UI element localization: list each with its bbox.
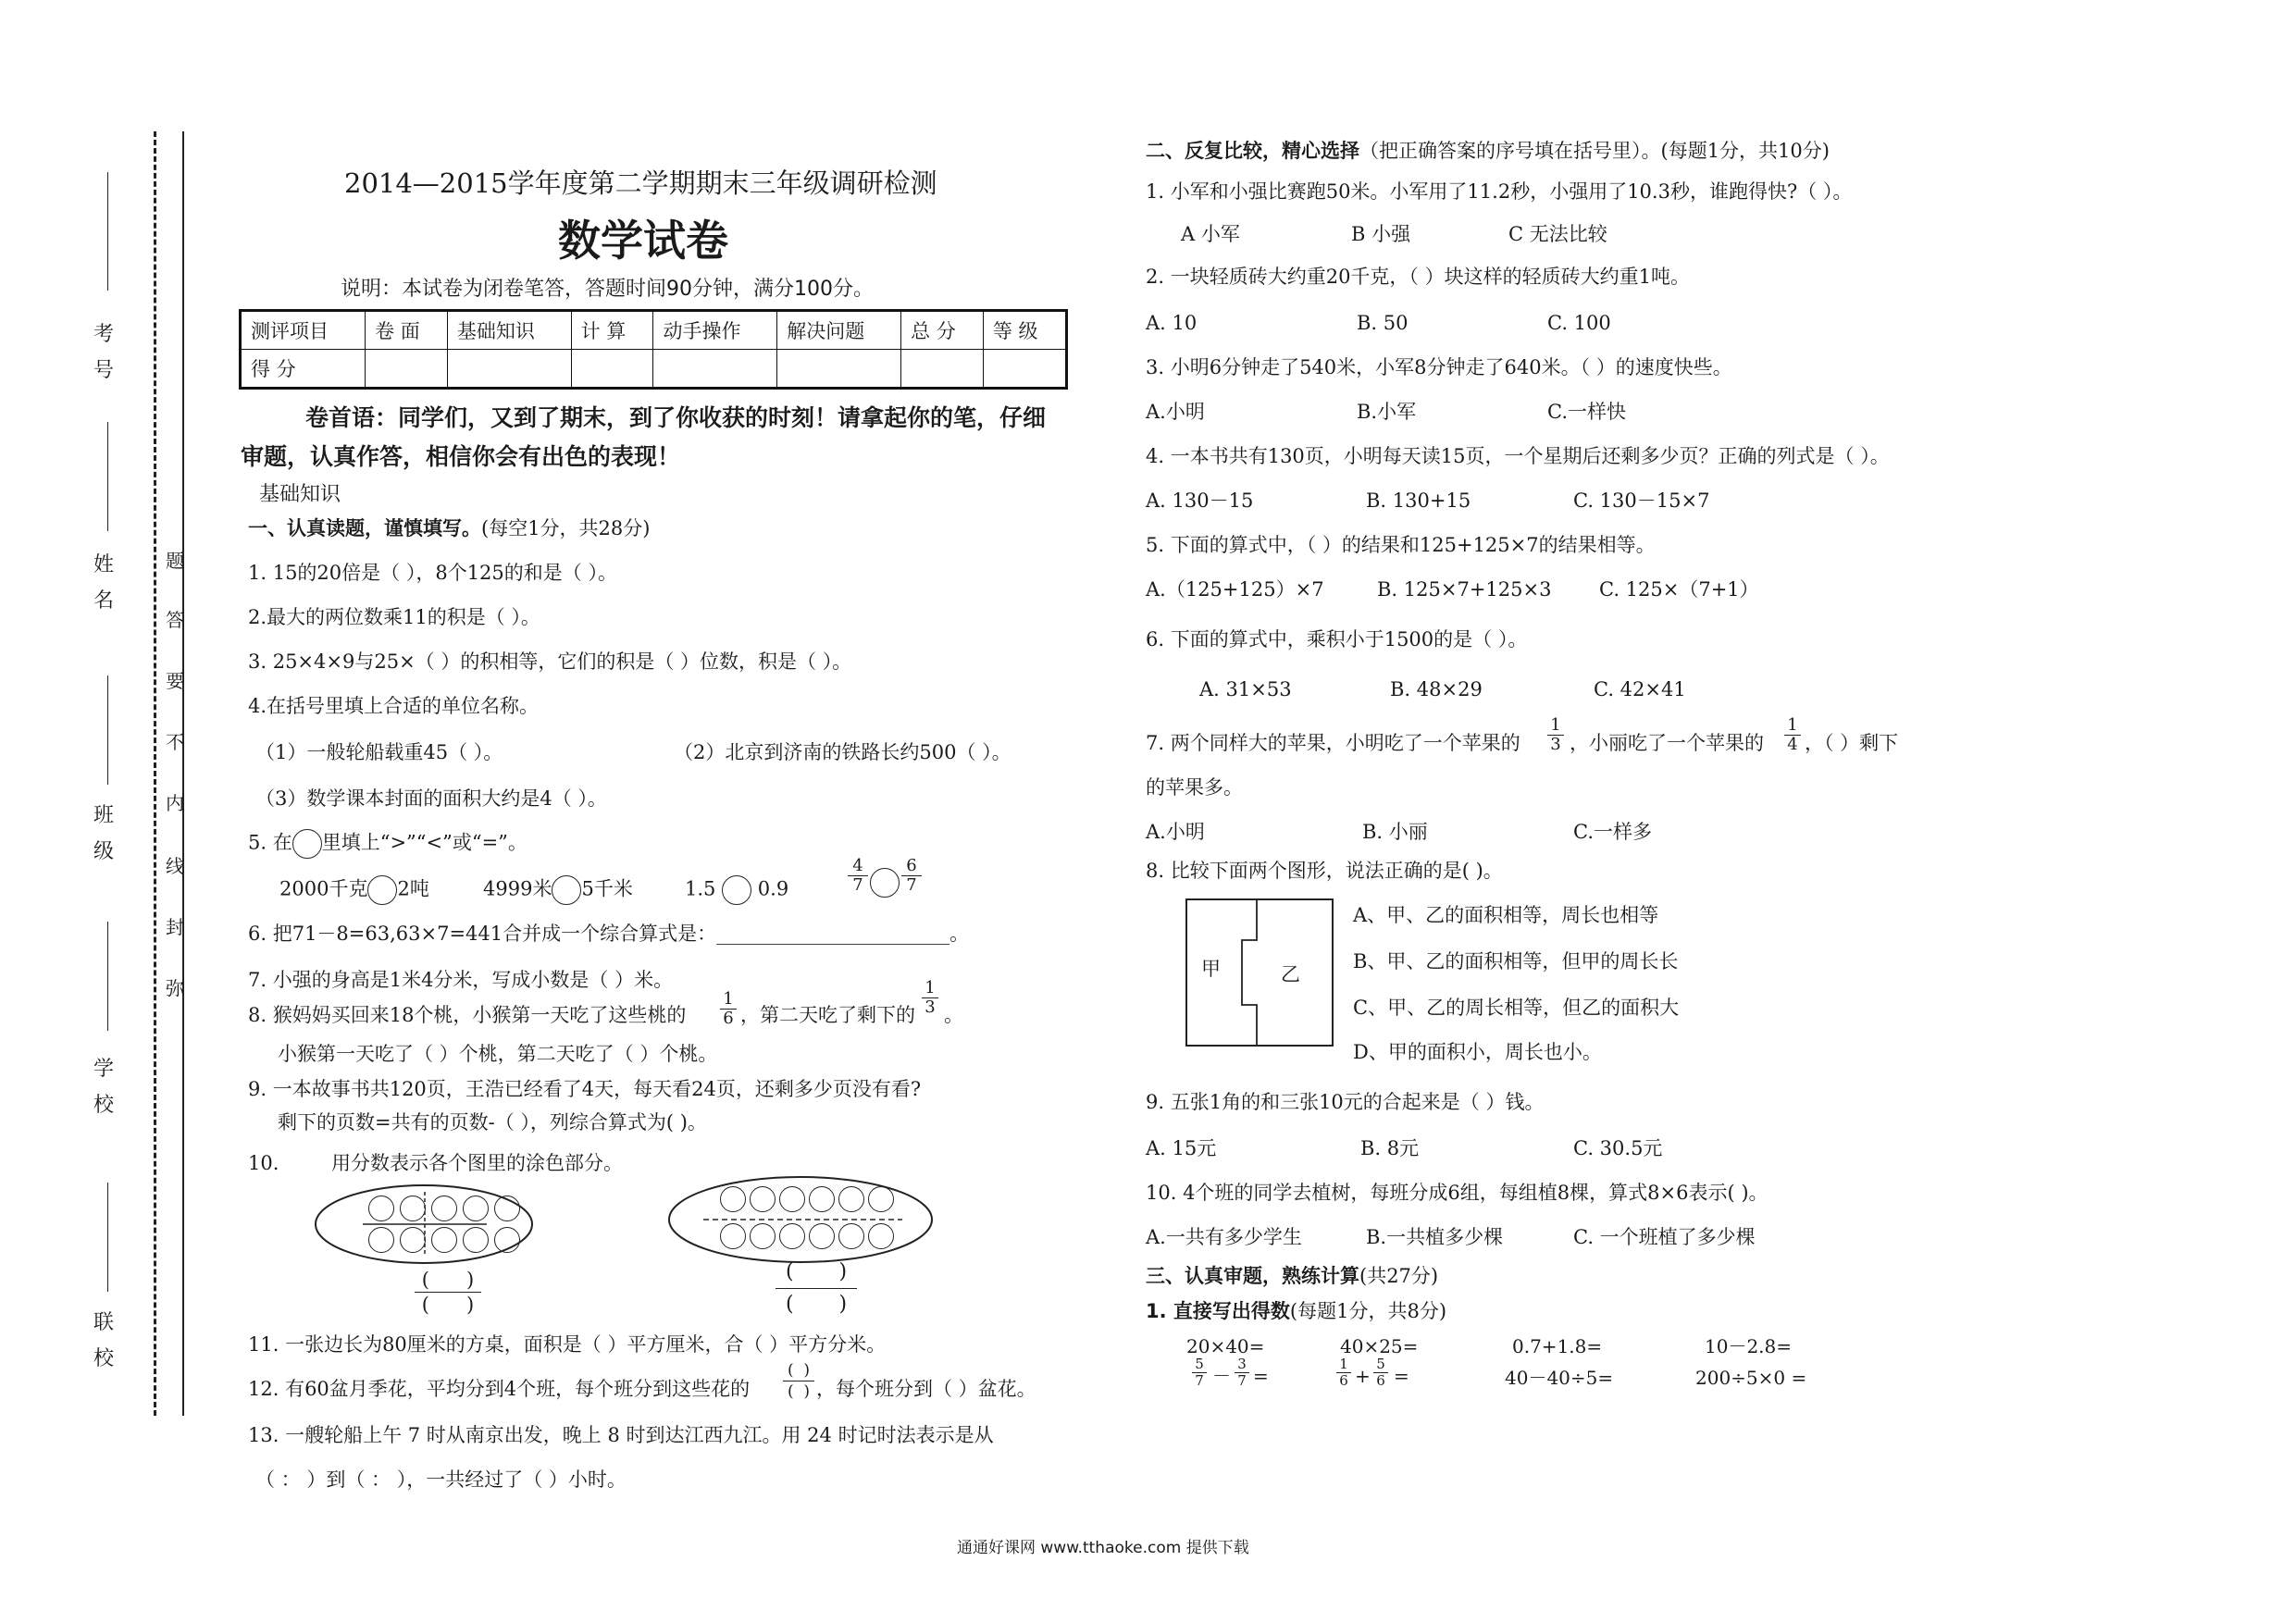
option-b[interactable]: B. 8元	[1360, 1137, 1420, 1159]
circle-blank-icon	[292, 829, 322, 859]
score-cell[interactable]	[777, 350, 901, 389]
option-a[interactable]: A.小明	[1146, 401, 1205, 423]
seal-char: 要	[166, 670, 184, 692]
option-a[interactable]: A. 15元	[1146, 1137, 1217, 1159]
question-1: 1. 15的20倍是（ ），8个125的和是（ ）。	[248, 562, 617, 584]
question-12-part-a: 12. 有60盆月季花，平均分到4个班，每个班分到这些花的	[248, 1378, 751, 1400]
option-c[interactable]: C.一样快	[1547, 401, 1626, 423]
compare-item-3	[685, 875, 788, 905]
question-4-part-1: （1）一般轮船载重45（ ）。	[255, 741, 503, 763]
question-10: 用分数表示各个图里的涂色部分。	[331, 1152, 623, 1174]
circle-icon	[809, 1186, 835, 1212]
mc-question-9: 9. 五张1角的和三张10元的合起来是（ ）钱。	[1146, 1091, 1545, 1113]
calc-item: 40－40÷5=	[1505, 1367, 1614, 1389]
score-cell[interactable]	[983, 350, 1066, 389]
option-b[interactable]: B. 48×29	[1390, 678, 1483, 700]
mc-question-7-part-c: ，（ ）剩下	[1805, 732, 1899, 754]
question-8-part-c: 。	[944, 1004, 963, 1026]
section-2-note: （把正确答案的序号填在括号里）。(每题1分，共10分)	[1359, 140, 1830, 162]
score-cell[interactable]	[901, 350, 984, 389]
fraction	[1336, 1357, 1351, 1389]
option-b[interactable]: B. 小丽	[1362, 821, 1428, 843]
fraction-denominator: 6	[1373, 1372, 1388, 1389]
class-line	[107, 675, 108, 785]
fraction-numerator: 5	[1376, 1356, 1385, 1372]
circle-icon	[809, 1223, 835, 1249]
circle-icon	[463, 1227, 489, 1253]
score-table	[239, 309, 1068, 390]
name-line	[107, 422, 108, 531]
seal-char: 弥	[166, 977, 184, 999]
fraction-denominator: 7	[1192, 1372, 1207, 1389]
score-cell[interactable]	[571, 350, 653, 389]
score-cell[interactable]	[653, 350, 777, 389]
mc-question-6: 6. 下面的算式中，乘积小于1500的是（ ）。	[1146, 628, 1528, 650]
table-cell: 计 算	[571, 311, 653, 350]
mc-question-5: 5. 下面的算式中，（ ）的结果和125+125×7的结果相等。	[1146, 534, 1656, 556]
section-1-title: 一、认真读题，谨慎填写。	[248, 517, 481, 539]
compare-left: 1.5	[685, 877, 716, 900]
mc-question-1: 1. 小军和小强比赛跑50米。小军用了11.2秒，小强用了10.3秒，谁跑得快?（ ）。	[1146, 180, 1853, 203]
shape-label-jia: 甲	[1201, 958, 1221, 980]
subsection-1-note: (每题1分，共8分)	[1289, 1300, 1447, 1322]
fraction	[1547, 716, 1564, 754]
mc-question-4: 4. 一本书共有130页，小明每天读15页，一个星期后还剩多少页？正确的列式是（ ）。	[1146, 445, 1890, 467]
option-a[interactable]: A 小军	[1181, 223, 1240, 245]
circle-icon	[368, 1227, 394, 1253]
calc-item: 20×40=	[1186, 1335, 1265, 1357]
seal-char: 线	[166, 855, 184, 877]
name-label: 姓 名	[93, 553, 114, 613]
option-b[interactable]: B 小强	[1351, 223, 1411, 245]
compare-right: 2吨	[397, 877, 429, 900]
option-b[interactable]: B. 50	[1357, 312, 1409, 334]
section-1-heading	[248, 516, 650, 540]
calc-item: 40×25=	[1340, 1335, 1419, 1357]
seal-line	[182, 131, 184, 1416]
mc-question-7-line-2: 的苹果多。	[1146, 776, 1243, 799]
circle-icon	[463, 1196, 489, 1221]
option-c[interactable]: C 无法比较	[1508, 223, 1607, 245]
option-c[interactable]: C. 42×41	[1594, 678, 1686, 700]
question-9-line-2: 剩下的页数=共有的页数-（ ），列综合算式为( )。	[278, 1111, 707, 1134]
seal-char: 答	[166, 609, 184, 631]
table-cell: 解决问题	[777, 311, 901, 350]
fraction	[1192, 1357, 1207, 1389]
mc-question-7-part-b: ，小丽吃了一个苹果的	[1570, 732, 1764, 754]
question-8-part-a: 8. 猴妈妈买回来18个桃，小猴第一天吃了这些桃的	[248, 1004, 687, 1026]
table-cell: 卷 面	[366, 311, 448, 350]
option-a[interactable]: A.（125+125）×7	[1146, 578, 1324, 601]
fraction-figure-1	[313, 1183, 535, 1266]
compare-circle-input[interactable]	[870, 868, 900, 898]
table-cell: 动手操作	[653, 311, 777, 350]
option-b[interactable]: B. 125×7+125×3	[1377, 578, 1552, 601]
option-a[interactable]: A.一共有多少学生	[1146, 1226, 1302, 1248]
circle-icon	[431, 1227, 457, 1253]
class-label: 班 级	[93, 804, 114, 863]
option-c[interactable]: C.一样多	[1573, 821, 1652, 843]
score-cell[interactable]	[447, 350, 571, 389]
fraction	[720, 990, 737, 1028]
table-cell: 总 分	[901, 311, 984, 350]
question-2: 2.最大的两位数乘11的积是（ ）。	[248, 606, 540, 628]
fraction-figure-2	[666, 1173, 935, 1266]
mc-question-7: 7. 两个同样大的苹果，小明吃了一个苹果的	[1146, 732, 1520, 754]
option-b[interactable]: B.小军	[1357, 401, 1417, 423]
option-d[interactable]: D、甲的面积小，周长也小。	[1353, 1041, 1602, 1063]
fraction-denominator: 7	[848, 875, 868, 895]
subject-title: 数学试卷	[558, 216, 728, 266]
fraction-denominator: 3	[1547, 735, 1564, 754]
exam-number-label: 考 号	[93, 323, 114, 382]
question-11: 11. 一张边长为80厘米的方桌，面积是（ ）平方厘米，合（ ）平方分米。	[248, 1333, 887, 1356]
fraction-numerator: 5	[1195, 1356, 1204, 1372]
exam-number-line	[107, 172, 108, 291]
fraction	[1235, 1357, 1249, 1389]
circle-icon	[750, 1186, 776, 1212]
question-12-fraction-blank[interactable]: ( ) ( )	[783, 1360, 814, 1402]
school-label: 学 校	[93, 1058, 114, 1117]
section-1-note: (每空1分，共28分)	[481, 517, 651, 539]
score-table-header-row	[241, 311, 1067, 350]
fraction-numerator: 6	[906, 856, 917, 875]
option-c[interactable]: C、甲、乙的周长相等，但乙的面积大	[1353, 997, 1680, 1019]
mc-question-8: 8. 比较下面两个图形，说法正确的是( )。	[1146, 860, 1503, 882]
fraction-denominator: 7	[901, 875, 922, 895]
option-b[interactable]: B. 130+15	[1366, 489, 1471, 512]
footer-source: 通通好课网 www.tthaoke.com 提供下载	[957, 1539, 1249, 1557]
section-3-note: (共27分)	[1359, 1265, 1439, 1287]
score-cell[interactable]	[366, 350, 448, 389]
question-12	[248, 1377, 750, 1401]
fraction-numerator: 1	[1787, 715, 1798, 735]
mc-question-10: 10. 4个班的同学去植树，每班分成6组，每组植8棵，算式8×6表示( )。	[1146, 1182, 1769, 1204]
option-c[interactable]: C. 130－15×7	[1573, 489, 1710, 512]
circle-icon	[494, 1227, 520, 1253]
section-basic-heading: 基础知识	[259, 483, 341, 506]
fraction-denominator: 3	[922, 997, 938, 1017]
compare-circle-input[interactable]	[722, 875, 751, 905]
calc-item: 0.7+1.8=	[1512, 1335, 1603, 1357]
district-label: 联 校	[93, 1311, 114, 1370]
question-6: 6. 把71－8=63,63×7=441合并成一个综合算式是：________________________。	[248, 923, 970, 945]
district-line	[107, 1183, 108, 1292]
fraction	[922, 979, 938, 1017]
option-a[interactable]: A、甲、乙的面积相等，周长也相等	[1353, 904, 1659, 926]
question-5-post: 里填上“>”“<”或“=”。	[321, 831, 527, 854]
question-4: 4.在括号里填上合适的单位名称。	[248, 695, 540, 717]
subsection-1-heading	[1146, 1299, 1446, 1323]
option-a[interactable]: A. 10	[1146, 312, 1198, 334]
option-a[interactable]: A. 31×53	[1199, 678, 1292, 700]
question-13: 13. 一艘轮船上午 7 时从南京出发，晚上 8 时到达江西九江。用 24 时记时法表示是从	[248, 1424, 994, 1446]
fraction-denominator: 6	[720, 1009, 737, 1028]
circle-icon	[400, 1227, 426, 1253]
compare-item-1	[279, 875, 429, 905]
circle-icon	[868, 1223, 894, 1249]
circle-icon	[720, 1186, 746, 1212]
option-c[interactable]: C. 一个班植了多少棵	[1573, 1226, 1756, 1248]
option-a[interactable]: A. 130－15	[1146, 489, 1254, 512]
circle-icon	[431, 1196, 457, 1221]
compare-circle-input[interactable]	[552, 875, 581, 905]
question-12-part-b: ，每个班分到（ ）盆花。	[816, 1378, 1036, 1400]
table-cell: 测评项目	[241, 311, 366, 350]
question-4-part-2: （2）北京到济南的铁路长约500（ ）。	[674, 741, 1011, 763]
question-9: 9. 一本故事书共120页，王浩已经看了4天，每天看24页，还剩多少页没有看?	[248, 1078, 922, 1100]
fraction-denominator: 7	[1235, 1372, 1249, 1389]
option-c[interactable]: C. 30.5元	[1573, 1137, 1663, 1159]
circle-icon	[750, 1223, 776, 1249]
option-b[interactable]: B、甲、乙的面积相等，但甲的周长长	[1353, 950, 1679, 973]
question-5	[248, 829, 527, 859]
preface-line-1: 卷首语：同学们，又到了期末，到了你收获的时刻！请拿起你的笔，仔细	[305, 404, 1047, 431]
calc-item: 200÷5×0 =	[1695, 1367, 1807, 1389]
table-cell: 得 分	[241, 350, 366, 389]
plus-sign: +	[1355, 1365, 1371, 1387]
question-8-part-b: ，第二天吃了剩下的	[740, 1004, 915, 1026]
option-c[interactable]: C. 100	[1547, 312, 1611, 334]
seal-char: 题	[166, 550, 184, 572]
question-7: 7. 小强的身高是1米4分米，写成小数是（ ）米。	[248, 969, 674, 991]
seal-char: 封	[166, 916, 184, 938]
seal-char: 内	[166, 792, 184, 814]
question-3: 3. 25×4×9与25×（ ）的积相等，它们的积是（ ）位数，积是（ ）。	[248, 650, 852, 673]
question-8	[248, 1003, 686, 1027]
circle-icon	[838, 1223, 864, 1249]
fraction-numerator: 3	[1237, 1356, 1247, 1372]
exam-title: 2014—2015学年度第二学期期末三年级调研检测	[344, 167, 937, 199]
fraction-numerator: 1	[723, 989, 734, 1009]
question-5-pre: 5. 在	[248, 831, 292, 854]
circle-icon	[838, 1186, 864, 1212]
option-b[interactable]: B.一共植多少棵	[1366, 1226, 1504, 1248]
section-3-title: 三、认真审题，熟练计算	[1146, 1265, 1359, 1287]
seal-char: 不	[166, 731, 184, 753]
option-c[interactable]: C. 125×（7+1）	[1599, 578, 1759, 601]
option-a[interactable]: A.小明	[1146, 821, 1205, 843]
fraction	[848, 857, 868, 895]
table-cell: 等 级	[983, 311, 1066, 350]
circle-icon	[779, 1186, 805, 1212]
question-13-line-2: （ ： ）到（ ： ），一共经过了（ ）小时。	[255, 1468, 627, 1491]
fraction-denominator: 4	[1784, 735, 1801, 754]
mc-question-2: 2. 一块轻质砖大约重20千克，（ ）块这样的轻质砖大约重1吨。	[1146, 266, 1690, 288]
calc-item: 10－2.8=	[1705, 1335, 1793, 1357]
compare-right: 0.9	[757, 877, 789, 900]
section-2-title: 二、反复比较，精心选择	[1146, 140, 1359, 162]
question-8-line-2: 小猴第一天吃了（ ）个桃，第二天吃了（ ）个桃。	[278, 1043, 718, 1065]
minus-sign: －	[1212, 1365, 1231, 1387]
preface-line-2: 审题，认真作答，相信你会有出色的表现！	[241, 443, 681, 470]
circle-icon	[779, 1223, 805, 1249]
compare-right: 5千米	[581, 877, 633, 900]
fraction-numerator: 1	[925, 978, 936, 997]
question-4-part-3: （3）数学课本封面的面积大约是4（ ）。	[255, 787, 607, 810]
fraction-denominator: 6	[1336, 1372, 1351, 1389]
fraction-numerator: 4	[852, 856, 863, 875]
fraction	[1784, 716, 1801, 754]
circle-icon	[868, 1186, 894, 1212]
score-table-score-row	[241, 350, 1067, 389]
fraction	[1373, 1357, 1388, 1389]
compare-item-2	[483, 875, 633, 905]
fraction-numerator: 1	[1550, 715, 1561, 735]
fraction-numerator: 1	[1339, 1356, 1348, 1372]
question-10-number: 10.	[248, 1152, 279, 1174]
subsection-1-title: 1. 直接写出得数	[1146, 1300, 1290, 1322]
equals-sign: =	[1253, 1365, 1269, 1387]
shape-label-yi: 乙	[1281, 963, 1300, 985]
compare-circle-input[interactable]	[367, 875, 397, 905]
circle-icon	[494, 1196, 520, 1221]
figure-1-answer[interactable]: ( ) ( )	[415, 1268, 481, 1317]
circle-icon	[720, 1223, 746, 1249]
compare-left: 2000千克	[279, 877, 368, 900]
equals-sign: =	[1394, 1365, 1409, 1387]
figure-2-answer[interactable]: ( ) ( )	[776, 1257, 857, 1320]
circle-icon	[368, 1196, 394, 1221]
table-cell: 基础知识	[447, 311, 571, 350]
exam-instructions: 说明：本试卷为闭卷笔答，答题时间90分钟，满分100分。	[341, 278, 874, 301]
mc-question-3: 3. 小明6分钟走了540米，小军8分钟走了640米。（ ）的速度快些。	[1146, 356, 1732, 378]
fold-dashed-line	[154, 131, 156, 1416]
section-3-heading	[1146, 1264, 1438, 1288]
section-2-heading	[1146, 139, 1830, 163]
circle-icon	[400, 1196, 426, 1221]
school-line	[107, 922, 108, 1031]
fraction	[901, 857, 922, 895]
compare-left: 4999米	[483, 877, 552, 900]
